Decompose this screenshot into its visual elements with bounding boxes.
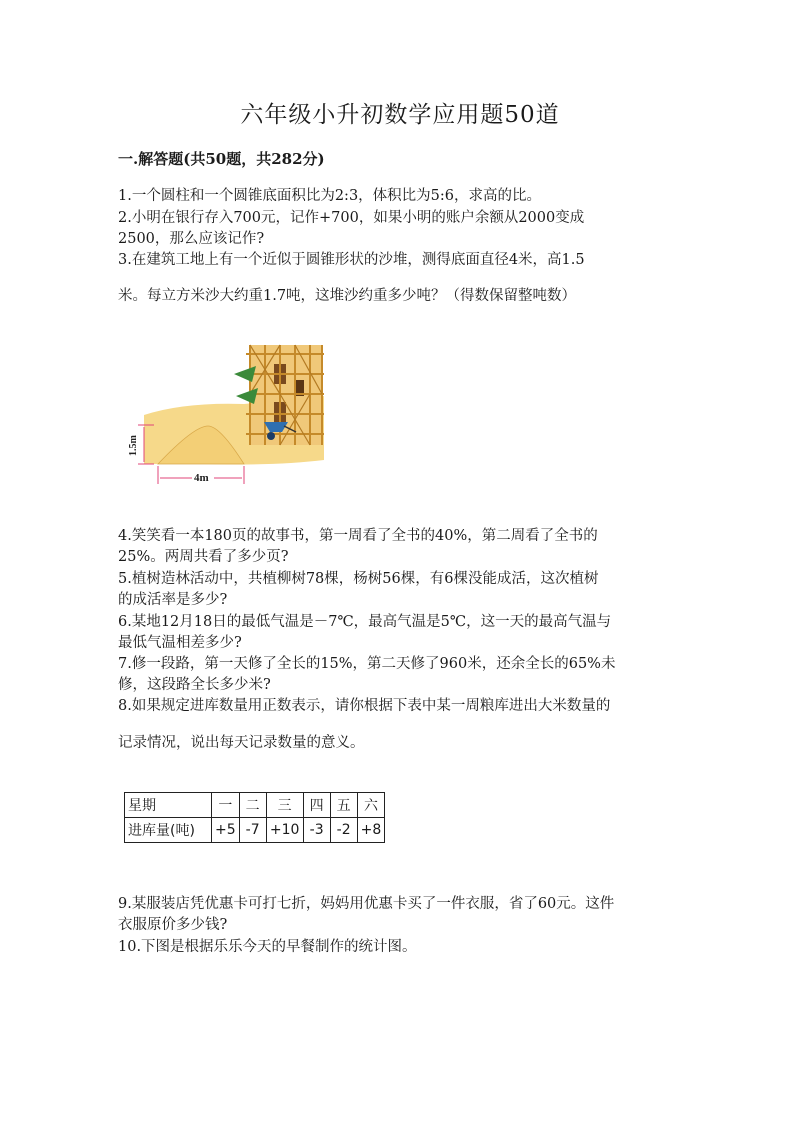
- text-line: 1.一个圆柱和一个圆锥底面积比为2:3，体积比为5:6，求高的比。: [118, 188, 542, 204]
- table-row-label: 进库量(吨): [125, 818, 212, 843]
- table-day-cell: 五: [330, 793, 357, 818]
- table-day-cell: 二: [239, 793, 266, 818]
- text-line: 6.某地12月18日的最低气温是－7℃，最高气温是5℃，这一天的最高气温与: [118, 614, 612, 630]
- text-line: 10.下图是根据乐乐今天的早餐制作的统计图。: [118, 939, 417, 955]
- question-8: [118, 696, 688, 717]
- page-title: 六年级小升初数学应用题50道: [240, 102, 560, 128]
- table-value-row: [125, 818, 385, 843]
- table-value-cell: -7: [239, 818, 266, 843]
- table-header-row: [125, 793, 385, 818]
- question-3: [118, 250, 688, 271]
- text-line: 修，这段路全长多少米?: [118, 677, 271, 693]
- question-4: [118, 526, 688, 568]
- question-2: [118, 208, 688, 250]
- table-header-label: 星期: [125, 793, 212, 818]
- text-line: 7.修一段路，第一天修了全长的15%，第二天修了960米，还余全长的65%未: [118, 656, 616, 672]
- text-line: 4.笑笑看一本180页的故事书，第一周看了全书的40%，第二周看了全书的: [118, 528, 598, 544]
- text-line: 记录情况，说出每天记录数量的意义。: [118, 735, 365, 751]
- rice-inventory-table: [124, 792, 385, 843]
- table-day-cell: 四: [303, 793, 330, 818]
- text-line: 9.某服装店凭优惠卡可打七折，妈妈用优惠卡买了一件衣服，省了60元。这件: [118, 896, 615, 912]
- text-line: 8.如果规定进库数量用正数表示，请你根据下表中某一周粮库进出大米数量的: [118, 698, 611, 714]
- text-line: 5.植树造林活动中，共植柳树78棵，杨树56棵，有6棵没能成活，这次植树: [118, 571, 599, 587]
- table-value-cell: +10: [266, 818, 303, 843]
- table-day-cell: 三: [266, 793, 303, 818]
- table-value-cell: -2: [330, 818, 357, 843]
- table-value-cell: +8: [357, 818, 385, 843]
- text-line: 25%。两周共看了多少页?: [118, 549, 289, 565]
- width-label: 4m: [194, 472, 209, 484]
- height-label: 1.5m: [128, 435, 139, 456]
- question-8-continued: [118, 733, 688, 754]
- text-line: 米。每立方米沙大约重1.7吨，这堆沙约重多少吨？（得数保留整吨数）: [118, 288, 577, 304]
- question-5: [118, 569, 688, 611]
- table-value-cell: -3: [303, 818, 330, 843]
- question-7: [118, 654, 688, 696]
- question-10: [118, 937, 688, 958]
- question-6: [118, 612, 688, 654]
- table-day-cell: 一: [212, 793, 240, 818]
- text-line: 最低气温相差多少?: [118, 635, 242, 651]
- table-value-cell: +5: [212, 818, 240, 843]
- scaffold-building: [246, 345, 324, 445]
- question-3-continued: [118, 286, 688, 307]
- sand-pile-figure: [124, 340, 334, 490]
- question-9: [118, 894, 688, 936]
- table-day-cell: 六: [357, 793, 385, 818]
- section-heading: 一.解答题(共50题，共282分): [118, 150, 325, 168]
- text-line: 衣服原价多少钱?: [118, 917, 228, 933]
- text-line: 的成活率是多少?: [118, 592, 228, 608]
- text-line: 2.小明在银行存入700元，记作+700，如果小明的账户余额从2000变成: [118, 210, 585, 226]
- question-1: [118, 186, 688, 207]
- text-line: 3.在建筑工地上有一个近似于圆锥形状的沙堆，测得底面直径4米，高1.5: [118, 252, 585, 268]
- text-line: 2500，那么应该记作?: [118, 231, 265, 247]
